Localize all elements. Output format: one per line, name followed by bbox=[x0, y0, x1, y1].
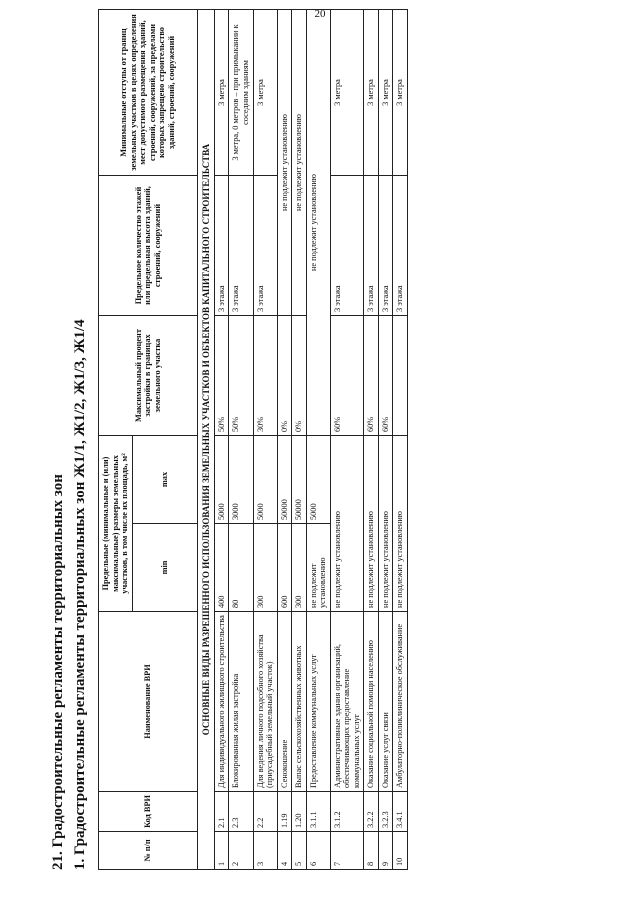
table-row bbox=[306, 10, 330, 870]
cell-num: 9 bbox=[378, 832, 393, 870]
cell-max: 3000 bbox=[229, 436, 253, 524]
header-floors: Предельное количество этажей или предельная высота зданий, строений, сооружений bbox=[99, 176, 198, 316]
cell-floors: 3 этажа bbox=[253, 176, 277, 316]
cell-name: Амбулаторно-поликлиническое обслуживание bbox=[393, 612, 408, 792]
cell-code: 2.3 bbox=[229, 792, 253, 832]
cell-name: Оказание услуг связи bbox=[378, 612, 393, 792]
cell-code: 3.1.2 bbox=[330, 792, 364, 832]
cell-name: Оказание социальной помощи населению bbox=[364, 612, 379, 792]
cell-num: 6 bbox=[306, 832, 330, 870]
cell-name: Сенокошение bbox=[277, 612, 292, 792]
cell-size-merged: не подлежит установлению bbox=[393, 436, 408, 612]
section-row bbox=[197, 10, 214, 870]
header-name: Наименование ВРИ bbox=[99, 612, 198, 792]
table-row bbox=[292, 10, 307, 870]
table-row bbox=[277, 10, 292, 870]
cell-code: 3.2.2 bbox=[364, 792, 379, 832]
cell-num: 8 bbox=[364, 832, 379, 870]
cell-num: 5 bbox=[292, 832, 307, 870]
header-percent: Максимальный процент застройки в границах земельного участка bbox=[99, 316, 198, 436]
cell-code: 3.1.1 bbox=[306, 792, 330, 832]
cell-min: 400 bbox=[214, 524, 229, 612]
header-row bbox=[99, 10, 133, 870]
cell-num: 7 bbox=[330, 832, 364, 870]
cell-size-merged: не подлежит установлению bbox=[364, 436, 379, 612]
cell-name: Для ведения личного подсобного хозяйства (приусадебный земельный участок) bbox=[253, 612, 277, 792]
cell-min: 300 bbox=[253, 524, 277, 612]
cell-num: 4 bbox=[277, 832, 292, 870]
cell-max: 5000 bbox=[253, 436, 277, 524]
cell-name: Предоставление коммунальных услуг bbox=[306, 612, 330, 792]
header-num: № п/п bbox=[99, 832, 198, 870]
cell-merged: не подлежит установлению bbox=[306, 10, 330, 436]
cell-num: 1 bbox=[214, 832, 229, 870]
cell-setback: 3 метра bbox=[214, 10, 229, 176]
cell-size-merged: не подлежит установлению bbox=[330, 436, 364, 612]
cell-percent: 60% bbox=[364, 316, 379, 436]
cell-code: 2.2 bbox=[253, 792, 277, 832]
cell-code: 1.20 bbox=[292, 792, 307, 832]
cell-floors: 3 этажа bbox=[229, 176, 253, 316]
cell-max: 5000 bbox=[214, 436, 229, 524]
cell-percent: 60% bbox=[330, 316, 364, 436]
cell-floors: 3 этажа bbox=[330, 176, 364, 316]
cell-max: 5000 bbox=[306, 436, 330, 524]
cell-num: 10 bbox=[393, 832, 408, 870]
page-number: 20 bbox=[314, 8, 326, 20]
table-row bbox=[214, 10, 229, 870]
table-row bbox=[378, 10, 393, 870]
cell-code: 3.4.1 bbox=[393, 792, 408, 832]
cell-code: 1.19 bbox=[277, 792, 292, 832]
cell-max: 50000 bbox=[277, 436, 292, 524]
cell-setback: 3 метра, 0 метров – при примыкании к соседним зданиям bbox=[229, 10, 253, 176]
cell-setback: 3 метра bbox=[253, 10, 277, 176]
cell-name: Блокированная жилая застройка bbox=[229, 612, 253, 792]
table-row bbox=[253, 10, 277, 870]
header-size-group: Предельные (минимальные и (или) максимальные) размеры земельных участков, в том числе их площадь, м² bbox=[99, 436, 133, 612]
cell-floors: 3 этажа bbox=[214, 176, 229, 316]
cell-min: 80 bbox=[229, 524, 253, 612]
table-row bbox=[229, 10, 253, 870]
cell-percent: 0% bbox=[292, 316, 307, 436]
cell-percent: 50% bbox=[214, 316, 229, 436]
cell-percent: 60% bbox=[378, 316, 393, 436]
cell-setback: 3 метра bbox=[393, 10, 408, 176]
table-row bbox=[393, 10, 408, 870]
cell-name: Для индивидуального жилищного строительства bbox=[214, 612, 229, 792]
header-min: min bbox=[132, 524, 197, 612]
cell-percent bbox=[393, 316, 408, 436]
header-code: Код ВРИ bbox=[99, 792, 198, 832]
section-heading: 21. Градостроительные регламенты территориальных зон bbox=[50, 474, 66, 870]
cell-merged: не подлежит установлению bbox=[277, 10, 292, 316]
cell-merged: не подлежит установлению bbox=[292, 10, 307, 316]
cell-code: 3.2.3 bbox=[378, 792, 393, 832]
cell-min: 300 bbox=[292, 524, 307, 612]
regulations-table bbox=[98, 9, 408, 870]
subsection-heading: 1. Градостроительные регламенты территориальных зон Ж1/1, Ж1/2, Ж1/3, Ж1/4 bbox=[72, 319, 88, 870]
cell-setback: 3 метра bbox=[330, 10, 364, 176]
cell-num: 3 bbox=[253, 832, 277, 870]
cell-min: не подлежит установлению bbox=[306, 524, 330, 612]
cell-setback: 3 метра bbox=[378, 10, 393, 176]
cell-percent: 30% bbox=[253, 316, 277, 436]
header-max: max bbox=[132, 436, 197, 524]
cell-percent: 0% bbox=[277, 316, 292, 436]
table-row bbox=[364, 10, 379, 870]
cell-floors: 3 этажа bbox=[364, 176, 379, 316]
table-row bbox=[330, 10, 364, 870]
header-setback: Минимальные отступы от границ земельных участков в целях определения мест допустимого размещения зданий, строений, сооружений, за пределами которых запрещено строительство зданий, строений, сооружений bbox=[99, 10, 198, 176]
cell-min: 600 bbox=[277, 524, 292, 612]
cell-max: 50000 bbox=[292, 436, 307, 524]
cell-name: Выпас сельскохозяйственных животных bbox=[292, 612, 307, 792]
landscape-content bbox=[50, 10, 610, 870]
cell-code: 2.1 bbox=[214, 792, 229, 832]
cell-name: Административные здания организаций, обеспечивающих предоставление коммунальных услуг bbox=[330, 612, 364, 792]
cell-size-merged: не подлежит установлению bbox=[378, 436, 393, 612]
section-title: ОСНОВНЫЕ ВИДЫ РАЗРЕШЕННОГО ИСПОЛЬЗОВАНИЯ ЗЕМЕЛЬНЫХ УЧАСТКОВ И ОБЪЕКТОВ КАПИТАЛЬНОГО СТРОИТЕЛЬСТВА bbox=[197, 10, 214, 870]
cell-setback: 3 метра bbox=[364, 10, 379, 176]
cell-num: 2 bbox=[229, 832, 253, 870]
cell-percent: 50% bbox=[229, 316, 253, 436]
cell-floors: 3 этажа bbox=[393, 176, 408, 316]
cell-floors: 3 этажа bbox=[378, 176, 393, 316]
